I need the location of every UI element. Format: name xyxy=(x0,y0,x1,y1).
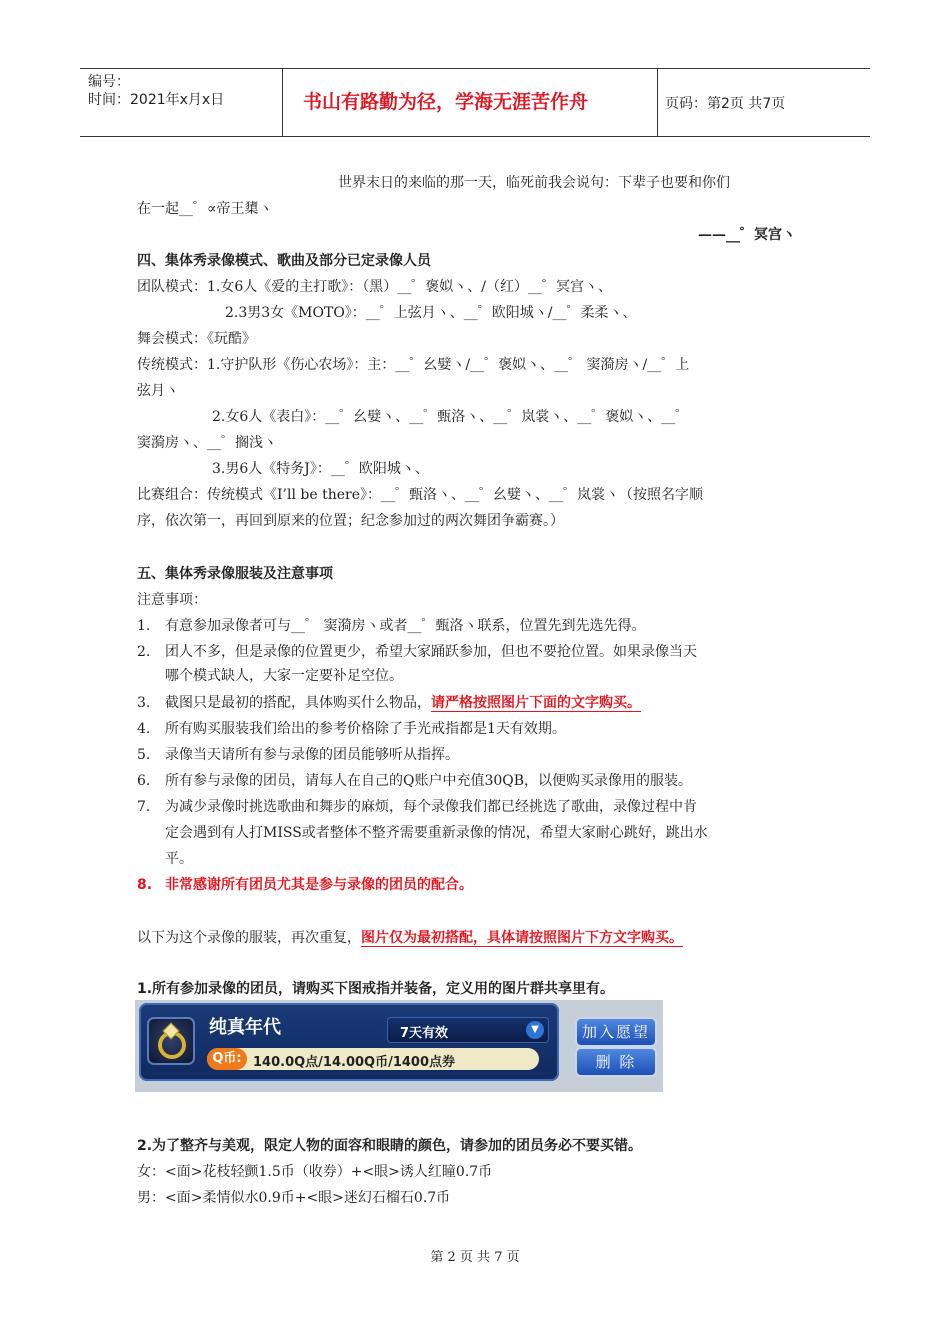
list-item: 定会遇到有人打MISS或者整体不整齐需要重新录像的情况，希望大家耐心跳好，跳出水 xyxy=(165,825,708,841)
currency-badge: Q币: xyxy=(207,1048,247,1070)
list-number: 4. xyxy=(137,721,151,737)
list-number: 5. xyxy=(137,747,151,763)
section-heading: 五、集体秀录像服装及注意事项 xyxy=(137,566,333,582)
header-motto: 书山有路勤为径，学海无涯苦作舟 xyxy=(303,91,589,113)
paragraph: 2.女6人《表白》：__゜幺嬖ヽ、__゜甄洛ヽ、__゜岚裳ヽ、__゜褒姒ヽ、__゜ xyxy=(212,409,690,425)
list-item: 团人不多，但是录像的位置更少，希望大家踊跃参加，但也不要抢位置。如果录像当天 xyxy=(165,644,697,660)
list-item: 所有参与录像的团员，请每人在自己的Q账户中充值30QB，以便购买录像用的服装。 xyxy=(165,773,693,789)
paragraph: 女：<面>花枝轻颤1.5币（收券）+<眼>诱人红瞳0.7币 xyxy=(137,1164,493,1180)
header-divider xyxy=(282,69,283,136)
highlight-text: 图片仅为最初搭配，具体请按照图片下方文字购买。 xyxy=(361,930,683,946)
paragraph: 3.男6人《特务J》：__゜欧阳城ヽ、 xyxy=(212,461,429,477)
paragraph: 男：<面>柔情似水0.9币+<眼>迷幻石榴石0.7币 xyxy=(137,1190,451,1206)
price-text: 140.0Q点/14.00Q币/1400点券 xyxy=(253,1055,456,1070)
duration-value: 7天有效 xyxy=(400,1026,449,1041)
doc-number-label: 编号： xyxy=(88,74,130,90)
highlight-text: 请严格按照图片下面的文字购买。 xyxy=(431,695,641,711)
paragraph: 弦月ヽ xyxy=(137,383,179,399)
page-footer: 第 2 页 共 7 页 xyxy=(430,1250,520,1265)
item-card xyxy=(135,1000,663,1092)
paragraph: 比赛组合：传统模式《I’ll be there》：__゜甄洛ヽ、__゜幺嬖ヽ、__゜岚裳ヽ（按照名字顺 xyxy=(137,487,703,503)
list-item: 非常感谢所有团员尤其是参与录像的团员的配合。 xyxy=(165,877,473,893)
duration-select[interactable] xyxy=(387,1017,549,1043)
section-heading: 四、集体秀录像模式、歌曲及部分已定录像人员 xyxy=(137,253,431,269)
page-header xyxy=(80,68,870,137)
list-item: 为减少录像时挑选歌曲和舞步的麻烦，每个录像我们都已经挑选了歌曲，录像过程中肯 xyxy=(165,799,697,815)
page-info: 页码：第2页 共7页 xyxy=(665,96,786,112)
item-name: 纯真年代 xyxy=(209,1017,281,1038)
paragraph: 传统模式：1.守护队形《伤心农场》：主：__゜幺嬖ヽ/__゜褒姒ヽ、__゜ 窦漪房ヽ/__゜上 xyxy=(137,357,690,373)
list-item-text: 截图只是最初的搭配，具体购买什么物品， xyxy=(165,695,431,711)
paragraph: 序，依次第一，再回到原来的位置；纪念参加过的两次舞团争霸赛。） xyxy=(137,513,564,529)
add-to-wishlist-button[interactable]: 加入愿望 xyxy=(575,1017,657,1047)
list-number: 3. xyxy=(137,695,151,711)
price-bar xyxy=(207,1048,539,1070)
paragraph xyxy=(137,929,683,947)
list-number: 2. xyxy=(137,644,151,660)
list-number: 6. xyxy=(137,773,151,789)
paragraph: 舞会模式：《玩酷》 xyxy=(137,331,256,347)
quote-signature: ——__゜冥宫ヽ xyxy=(698,227,796,243)
item-thumbnail xyxy=(147,1017,195,1065)
quote-line: 世界末日的来临的那一天，临死前我会说句：下辈子也要和你们 xyxy=(338,175,730,191)
quote-line: 在一起__゜∝帝王橥ヽ xyxy=(137,201,273,217)
delete-button[interactable]: 删 除 xyxy=(575,1047,657,1077)
doc-date: 时间：2021年x月x日 xyxy=(88,92,225,108)
list-item: 平。 xyxy=(165,851,193,867)
list-item: 所有购买服装我们给出的参考价格除了手光戒指都是1天有效期。 xyxy=(165,721,566,737)
paragraph-text: 以下为这个录像的服装，再次重复， xyxy=(137,930,361,946)
list-item xyxy=(165,694,641,712)
chevron-down-icon[interactable]: ▼ xyxy=(526,1021,544,1039)
notes-label: 注意事项： xyxy=(137,592,207,608)
list-number: 8. xyxy=(137,877,153,893)
list-number: 7. xyxy=(137,799,151,815)
list-number: 1. xyxy=(137,618,151,634)
paragraph: 团队模式：1.女6人《爱的主打歌》：（黑）__゜褒姒ヽ、/（红）__゜冥宫ヽ、 xyxy=(137,279,612,295)
paragraph: 窦漪房ヽ、__゜搁浅ヽ xyxy=(137,435,277,451)
section-heading: 2.为了整齐与美观，限定人物的面容和眼睛的颜色，请参加的团员务必不要买错。 xyxy=(137,1138,643,1154)
list-item: 录像当天请所有参与录像的团员能够听从指挥。 xyxy=(165,747,459,763)
paragraph: 2.3男3女《MOTO》：__゜上弦月ヽ、__゜欧阳城ヽ/__゜柔柔ヽ、 xyxy=(225,305,637,321)
item-panel xyxy=(139,1003,559,1081)
header-divider xyxy=(657,69,658,136)
list-item: 哪个模式缺人，大家一定要补足空位。 xyxy=(165,668,403,684)
section-heading: 1.所有参加录像的团员，请购买下图戒指并装备，定义用的图片群共享里有。 xyxy=(137,981,615,997)
list-item: 有意参加录像者可与__゜ 窦漪房ヽ或者__゜甄洛ヽ联系，位置先到先选先得。 xyxy=(165,618,646,634)
